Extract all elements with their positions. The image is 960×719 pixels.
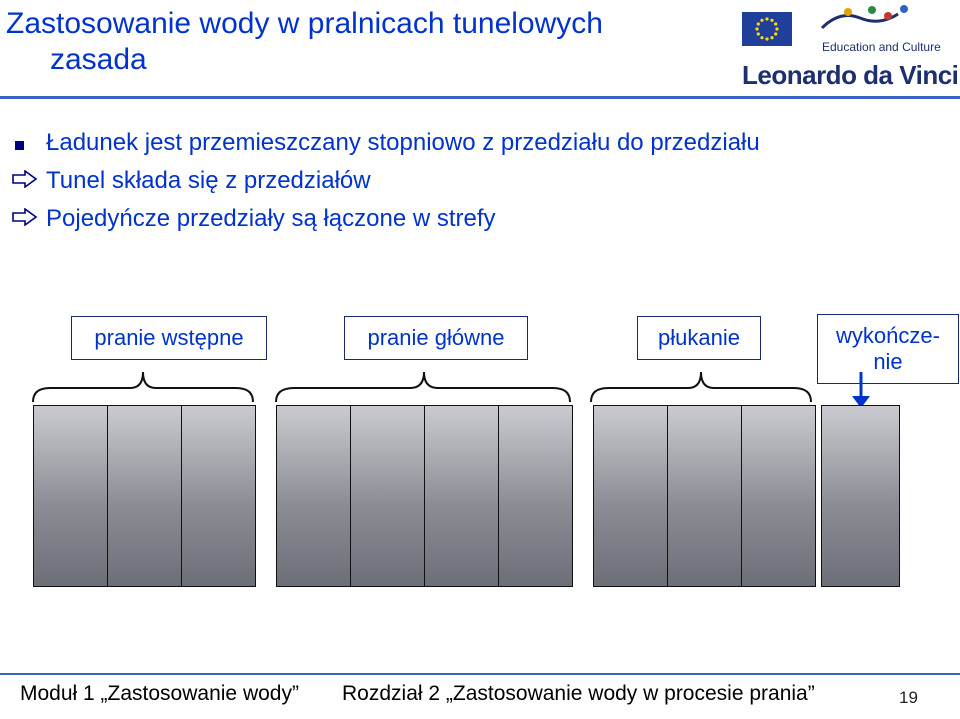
tank-compartment — [498, 405, 573, 587]
tank-group-finishing — [821, 405, 899, 587]
brace-rinse — [591, 372, 811, 402]
logo-programme-text: Leonardo da Vinci — [742, 60, 959, 90]
tank-compartment — [667, 405, 742, 587]
brace-mainwash — [276, 372, 570, 402]
tank-compartment — [350, 405, 425, 587]
tank-compartment — [741, 405, 816, 587]
eu-flag-icon — [742, 12, 792, 46]
square-bullet-icon — [15, 141, 24, 150]
zone-label-finishing: wykończe- nie — [817, 314, 959, 384]
zone-label-mainwash: pranie główne — [344, 316, 528, 360]
footer-rule — [0, 673, 960, 675]
bullet-item — [12, 125, 760, 161]
tank-compartment — [33, 405, 108, 587]
bullet-text: Tunel składa się z przedziałów — [46, 167, 371, 194]
tank-compartment — [821, 405, 900, 587]
tank-compartment — [276, 405, 351, 587]
tank-compartment — [424, 405, 499, 587]
slide-title-line-2: zasada — [50, 43, 147, 76]
tank-group-rinse — [593, 405, 815, 587]
bullet-item — [12, 201, 496, 237]
tank-compartment — [181, 405, 256, 587]
footer-chapter: Rozdział 2 „Zastosowanie wody w procesie prania” — [342, 682, 815, 705]
slide-title-line-1: Zastosowanie wody w pralnicach tunelowych — [6, 7, 603, 40]
tank-compartment — [593, 405, 668, 587]
arrow-outline-icon — [12, 170, 38, 188]
slide-title — [6, 6, 603, 78]
zone-label-prewash: pranie wstępne — [71, 316, 267, 360]
bullet-text: Pojedyńcze przedziały są łączone w strefy — [46, 205, 496, 232]
page-number: 19 — [899, 688, 918, 707]
bullet-text: Ładunek jest przemieszczany stopniowo z przedziału do przedziału — [46, 129, 760, 156]
tank-group-mainwash — [276, 405, 572, 587]
bullet-item — [12, 163, 371, 199]
header-rule — [0, 96, 960, 99]
education-swoosh-icon — [820, 2, 930, 36]
tank-group-prewash — [33, 405, 255, 587]
logo-org-text: Education and Culture — [822, 40, 941, 54]
arrow-outline-icon — [12, 208, 38, 226]
brace-prewash — [33, 372, 253, 402]
zone-label-rinse: płukanie — [637, 316, 761, 360]
footer-module: Moduł 1 „Zastosowanie wody” — [20, 682, 299, 705]
tank-compartment — [107, 405, 182, 587]
